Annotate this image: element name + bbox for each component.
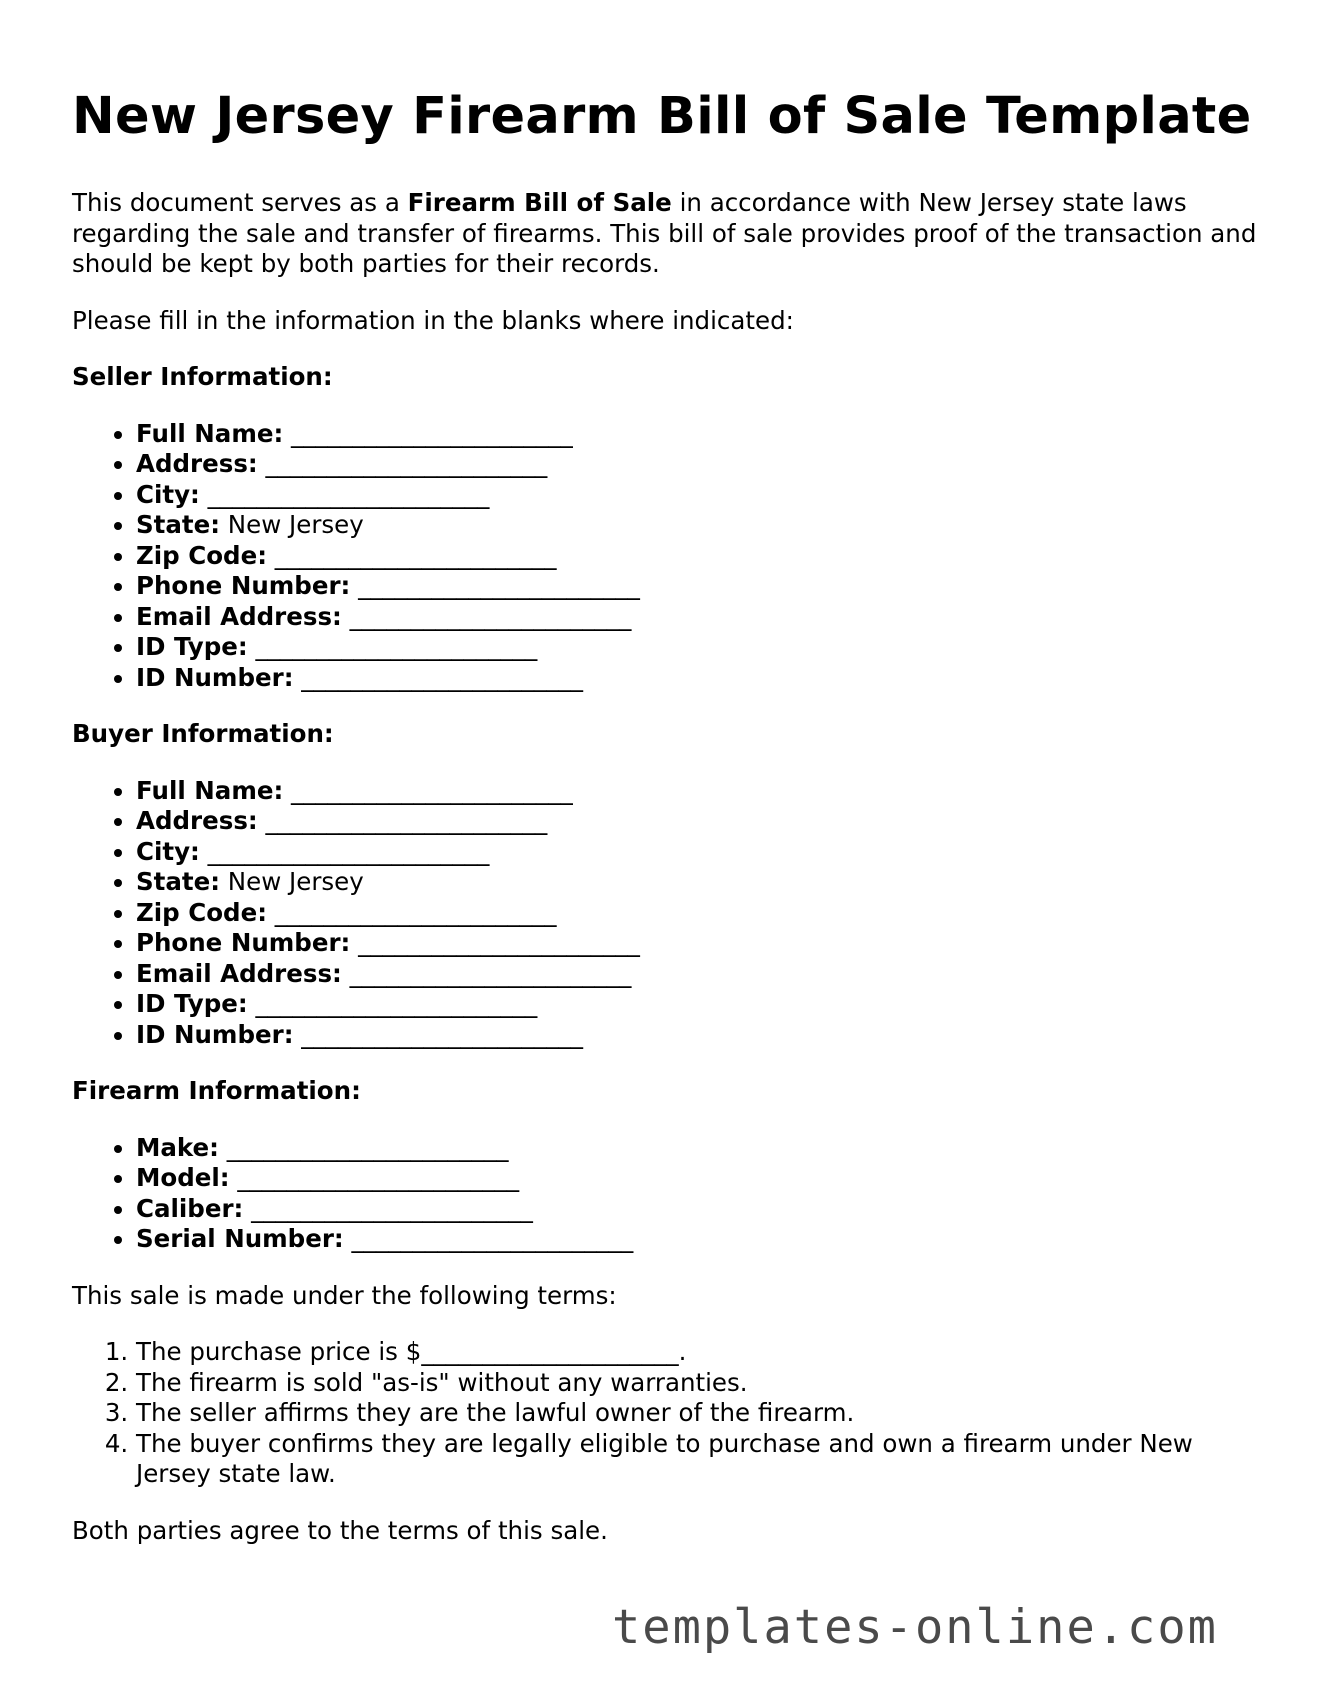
- field-label: Zip Code:: [136, 897, 267, 927]
- term-item: 4. The buyer confirms they are legally eligible to purchase and own a firearm under New Jersey state law.: [136, 1429, 1262, 1490]
- field-label: Serial Number:: [136, 1224, 344, 1253]
- field-label: Phone Number:: [136, 571, 351, 600]
- seller-field: [136, 510, 1262, 541]
- term-item: 2. The firearm is sold "as-is" without any warranties.: [136, 1368, 1262, 1399]
- field-label: State:: [136, 510, 221, 539]
- seller-field-list: [72, 419, 1262, 694]
- field-value: _______________________: [257, 806, 548, 835]
- field-value: _______________________: [343, 1224, 634, 1253]
- intro-text-2: in accordance with New Jersey state laws regarding the sale and transfer of firearms. This bill of sale provides proof of the transaction and should be kept by both parties for their records.: [72, 188, 1257, 278]
- seller-field: [136, 571, 1262, 602]
- field-value: _______________________: [350, 928, 640, 957]
- seller-heading: Seller Information:: [72, 362, 333, 391]
- buyer-field: [136, 898, 1262, 929]
- field-value: _______________________: [229, 1163, 520, 1192]
- intro-text-1: This document serves as a: [72, 188, 408, 217]
- buyer-field: [136, 867, 1262, 898]
- field-value: New Jersey: [220, 867, 364, 896]
- buyer-field: [136, 776, 1262, 807]
- field-label: Address:: [136, 449, 258, 478]
- field-label: State:: [136, 867, 221, 896]
- field-value: _______________________: [350, 571, 640, 600]
- buyer-field: [136, 1020, 1262, 1051]
- field-label: ID Type:: [136, 989, 248, 1018]
- field-value: _______________________: [199, 836, 490, 866]
- field-label: Zip Code:: [136, 540, 267, 570]
- buyer-heading: Buyer Information:: [72, 719, 334, 748]
- field-value: _______________________: [267, 540, 557, 570]
- seller-field: [136, 602, 1262, 633]
- field-label: Email Address:: [136, 958, 342, 988]
- field-value: _______________________: [283, 775, 573, 805]
- field-value: _______________________: [341, 601, 632, 631]
- field-value: _______________________: [293, 1019, 584, 1049]
- terms-list: [72, 1337, 1262, 1490]
- field-value: _______________________: [283, 418, 573, 448]
- field-label: Make:: [136, 1132, 219, 1162]
- buyer-field-list: [72, 776, 1262, 1051]
- field-value: _______________________: [199, 479, 490, 509]
- buyer-field: [136, 837, 1262, 868]
- firearm-field: [136, 1163, 1262, 1194]
- buyer-field: [136, 959, 1262, 990]
- intro-paragraph: [72, 188, 1262, 280]
- seller-field: [136, 419, 1262, 450]
- field-value: _______________________: [243, 1193, 533, 1223]
- term-item: 1. The purchase price is $_____________________.: [136, 1337, 1262, 1368]
- page-title: New Jersey Firearm Bill of Sale Template: [72, 87, 1252, 146]
- seller-field: [136, 663, 1262, 694]
- field-label: Model:: [136, 1163, 230, 1192]
- buyer-field: [136, 989, 1262, 1020]
- field-value: _______________________: [247, 632, 538, 661]
- instruction-text: Please fill in the information in the blanks where indicated:: [72, 305, 794, 335]
- field-value: _______________________: [341, 958, 632, 988]
- field-value: _______________________: [293, 662, 584, 692]
- field-value: _______________________: [247, 989, 538, 1018]
- buyer-field: [136, 928, 1262, 959]
- seller-field: [136, 541, 1262, 572]
- field-label: City:: [136, 479, 200, 509]
- field-label: ID Type:: [136, 632, 248, 661]
- term-item: 3. The seller affirms they are the lawful owner of the firearm.: [136, 1398, 1262, 1429]
- field-value: _______________________: [218, 1132, 509, 1162]
- intro-bold-text: Firearm Bill of Sale: [407, 188, 672, 217]
- field-value: _______________________: [257, 449, 548, 478]
- firearm-field: [136, 1194, 1262, 1225]
- document-page: [72, 86, 1262, 1572]
- closing-text: Both parties agree to the terms of this sale.: [72, 1515, 608, 1545]
- field-label: Phone Number:: [136, 928, 351, 957]
- terms-intro: This sale is made under the following terms:: [72, 1280, 617, 1310]
- seller-field: [136, 480, 1262, 511]
- watermark: templates-online.com: [612, 1600, 1218, 1655]
- field-label: Caliber:: [136, 1193, 244, 1223]
- firearm-heading: Firearm Information:: [72, 1076, 361, 1105]
- field-label: Full Name:: [136, 775, 284, 805]
- seller-field: [136, 632, 1262, 663]
- field-label: Address:: [136, 806, 258, 835]
- field-label: Email Address:: [136, 601, 342, 631]
- field-label: City:: [136, 836, 200, 866]
- firearm-field: [136, 1224, 1262, 1255]
- field-value: New Jersey: [220, 510, 364, 539]
- firearm-field: [136, 1133, 1262, 1164]
- seller-field: [136, 449, 1262, 480]
- firearm-field-list: [72, 1133, 1262, 1255]
- field-label: ID Number:: [136, 662, 294, 692]
- field-label: ID Number:: [136, 1019, 294, 1049]
- field-label: Full Name:: [136, 418, 284, 448]
- field-value: _______________________: [267, 897, 557, 927]
- buyer-field: [136, 806, 1262, 837]
